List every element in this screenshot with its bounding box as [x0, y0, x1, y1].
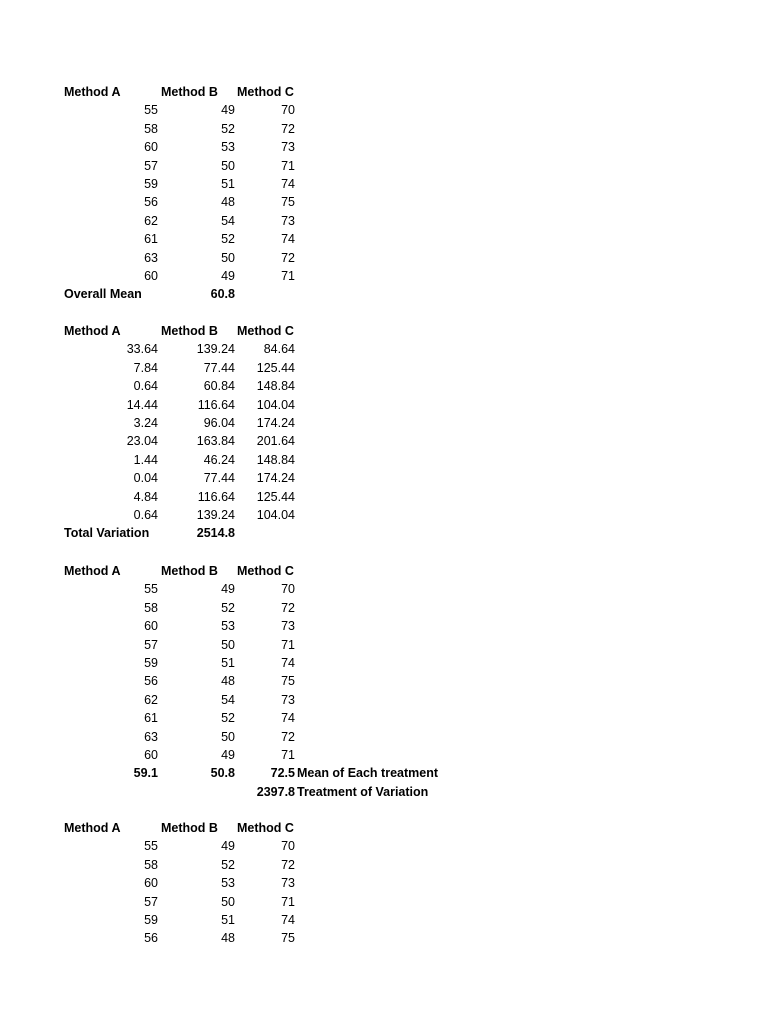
method-b-value: 49 [221, 103, 235, 118]
method-b-value: 51 [221, 912, 235, 927]
method-a-value: 59 [144, 912, 158, 927]
method-b-value: 60.84 [203, 379, 235, 394]
method-c-value: 74 [281, 912, 295, 927]
overall-mean-row [0, 285, 768, 303]
method-a-value: 60 [144, 619, 158, 634]
method-b-value: 49 [221, 747, 235, 762]
table-row [0, 469, 768, 487]
method-a-value: 0.64 [133, 379, 158, 394]
method-b-value: 48 [221, 674, 235, 689]
table-row [0, 414, 768, 432]
method-c-value: 74 [281, 176, 295, 191]
header-method-c: Method C [237, 821, 294, 835]
header-method-c: Method C [237, 85, 294, 99]
method-b-value: 46.24 [203, 452, 235, 467]
section-4-raw-data [0, 819, 768, 948]
treatment-variation-value: 2397.8 [256, 784, 295, 799]
method-a-value: 57 [144, 894, 158, 909]
treatment-variation-row [0, 783, 768, 801]
method-b-value: 53 [221, 140, 235, 155]
section-2-squared-deviations [0, 322, 768, 543]
method-c-value: 73 [281, 692, 295, 707]
method-c-value: 71 [281, 894, 295, 909]
method-a-value: 57 [144, 637, 158, 652]
header-method-c: Method C [237, 324, 294, 338]
header-method-a: Method A [64, 564, 121, 578]
table-row [0, 488, 768, 506]
table-row [0, 138, 768, 156]
method-b-value: 49 [221, 839, 235, 854]
method-b-value: 50 [221, 729, 235, 744]
method-a-value: 56 [144, 674, 158, 689]
treatment-variation-label: Treatment of Variation [297, 784, 429, 799]
method-c-value: 73 [281, 140, 295, 155]
table-row [0, 506, 768, 524]
method-a-value: 61 [144, 711, 158, 726]
method-a-value: 0.64 [133, 507, 158, 522]
overall-mean-label: Overall Mean [64, 287, 142, 302]
method-a-value: 59 [144, 176, 158, 191]
method-a-value: 59 [144, 655, 158, 670]
method-b-value: 116.64 [197, 489, 235, 504]
method-b-value: 52 [221, 600, 235, 615]
header-method-b: Method B [161, 564, 218, 578]
method-c-value: 148.84 [256, 379, 295, 394]
method-b-value: 77.44 [203, 360, 235, 375]
table-row [0, 636, 768, 654]
table-row [0, 672, 768, 690]
method-c-value: 72 [281, 600, 295, 615]
total-variation-label: Total Variation [64, 526, 150, 541]
method-c-value: 73 [281, 213, 295, 228]
method-a-value: 61 [144, 232, 158, 247]
method-b-value: 50 [221, 158, 235, 173]
method-a-value: 14.44 [126, 397, 158, 412]
method-c-value: 72 [281, 250, 295, 265]
method-a-value: 33.64 [126, 342, 158, 357]
method-b-value: 139.24 [196, 507, 235, 522]
method-c-value: 148.84 [256, 452, 295, 467]
method-c-value: 75 [281, 931, 295, 946]
mean-method-c: 72.5 [270, 766, 295, 781]
method-a-value: 60 [144, 876, 158, 891]
method-a-value: 58 [144, 600, 158, 615]
method-a-value: 58 [144, 857, 158, 872]
table-row [0, 230, 768, 248]
method-b-value: 50 [221, 637, 235, 652]
method-c-value: 74 [281, 232, 295, 247]
table-row [0, 709, 768, 727]
method-b-value: 116.64 [197, 397, 235, 412]
table-row [0, 359, 768, 377]
table-row [0, 580, 768, 598]
method-c-value: 174.24 [256, 415, 295, 430]
method-a-value: 4.84 [133, 489, 158, 504]
header-method-b: Method B [161, 85, 218, 99]
method-a-value: 0.04 [133, 471, 158, 486]
method-a-value: 60 [144, 268, 158, 283]
method-b-value: 50 [221, 250, 235, 265]
section-3-treatment-means [0, 562, 768, 801]
table-row [0, 874, 768, 892]
method-b-value: 48 [221, 195, 235, 210]
data-rows [0, 101, 768, 285]
method-a-value: 63 [144, 729, 158, 744]
method-b-value: 52 [221, 121, 235, 136]
method-b-value: 77.44 [203, 471, 235, 486]
method-b-value: 51 [221, 655, 235, 670]
method-c-value: 72 [281, 729, 295, 744]
method-a-value: 55 [144, 839, 158, 854]
method-c-value: 74 [281, 711, 295, 726]
method-a-value: 62 [144, 692, 158, 707]
header-method-a: Method A [64, 821, 121, 835]
means-label: Mean of Each treatment [297, 766, 439, 781]
data-rows [0, 340, 768, 524]
method-b-value: 49 [221, 268, 235, 283]
method-a-value: 57 [144, 158, 158, 173]
method-c-value: 74 [281, 655, 295, 670]
method-a-value: 7.84 [133, 360, 158, 375]
table-row [0, 101, 768, 119]
table-row [0, 451, 768, 469]
method-b-value: 163.84 [196, 434, 235, 449]
method-a-value: 60 [144, 747, 158, 762]
table-row [0, 911, 768, 929]
table-row [0, 893, 768, 911]
method-c-value: 71 [281, 747, 295, 762]
table-row [0, 691, 768, 709]
table-row [0, 267, 768, 285]
total-variation-row [0, 524, 768, 542]
method-c-value: 71 [281, 268, 295, 283]
table-row [0, 929, 768, 947]
method-c-value: 174.24 [256, 471, 295, 486]
table-row [0, 856, 768, 874]
data-rows [0, 837, 768, 947]
table-row [0, 212, 768, 230]
method-a-value: 55 [144, 103, 158, 118]
header-method-a: Method A [64, 85, 121, 99]
data-rows [0, 580, 768, 764]
table-row [0, 193, 768, 211]
method-c-value: 125.44 [256, 360, 295, 375]
header-method-a: Method A [64, 324, 121, 338]
method-c-value: 75 [281, 674, 295, 689]
method-b-value: 49 [221, 582, 235, 597]
header-row [0, 322, 768, 340]
table-row [0, 599, 768, 617]
method-c-value: 125.44 [256, 489, 295, 504]
table-row [0, 837, 768, 855]
method-b-value: 53 [221, 619, 235, 634]
header-row [0, 83, 768, 101]
method-c-value: 71 [281, 158, 295, 173]
method-a-value: 60 [144, 140, 158, 155]
header-method-c: Method C [237, 564, 294, 578]
table-row [0, 617, 768, 635]
method-c-value: 104.04 [256, 507, 295, 522]
method-c-value: 104.04 [256, 397, 295, 412]
header-row [0, 562, 768, 580]
method-c-value: 73 [281, 619, 295, 634]
table-row [0, 175, 768, 193]
table-row [0, 654, 768, 672]
method-c-value: 75 [281, 195, 295, 210]
overall-mean-value: 60.8 [210, 287, 235, 302]
method-c-value: 73 [281, 876, 295, 891]
table-row [0, 340, 768, 358]
table-row [0, 396, 768, 414]
method-b-value: 53 [221, 876, 235, 891]
header-method-b: Method B [161, 821, 218, 835]
method-c-value: 72 [281, 857, 295, 872]
table-row [0, 249, 768, 267]
method-c-value: 70 [281, 839, 295, 854]
method-a-value: 1.44 [133, 452, 158, 467]
method-c-value: 70 [281, 103, 295, 118]
method-a-value: 23.04 [126, 434, 158, 449]
header-row [0, 819, 768, 837]
mean-method-b: 50.8 [210, 766, 235, 781]
method-b-value: 51 [221, 176, 235, 191]
table-row [0, 120, 768, 138]
method-a-value: 56 [144, 195, 158, 210]
table-row [0, 432, 768, 450]
method-b-value: 139.24 [196, 342, 235, 357]
method-b-value: 54 [221, 692, 235, 707]
method-a-value: 62 [144, 213, 158, 228]
method-b-value: 54 [221, 213, 235, 228]
method-a-value: 58 [144, 121, 158, 136]
treatment-means-row [0, 764, 768, 782]
method-c-value: 72 [281, 121, 295, 136]
method-a-value: 55 [144, 582, 158, 597]
method-b-value: 52 [221, 711, 235, 726]
table-row [0, 728, 768, 746]
method-b-value: 48 [221, 931, 235, 946]
total-variation-value: 2514.8 [196, 526, 235, 541]
table-row [0, 746, 768, 764]
method-a-value: 63 [144, 250, 158, 265]
method-b-value: 96.04 [203, 415, 235, 430]
section-1-raw-data [0, 83, 768, 304]
method-b-value: 50 [221, 894, 235, 909]
method-c-value: 71 [281, 637, 295, 652]
table-row [0, 377, 768, 395]
method-b-value: 52 [221, 857, 235, 872]
method-a-value: 3.24 [133, 415, 158, 430]
mean-method-a: 59.1 [133, 766, 158, 781]
header-method-b: Method B [161, 324, 218, 338]
method-c-value: 84.64 [263, 342, 295, 357]
method-b-value: 52 [221, 232, 235, 247]
method-a-value: 56 [144, 931, 158, 946]
method-c-value: 70 [281, 582, 295, 597]
method-c-value: 201.64 [256, 434, 295, 449]
table-row [0, 157, 768, 175]
